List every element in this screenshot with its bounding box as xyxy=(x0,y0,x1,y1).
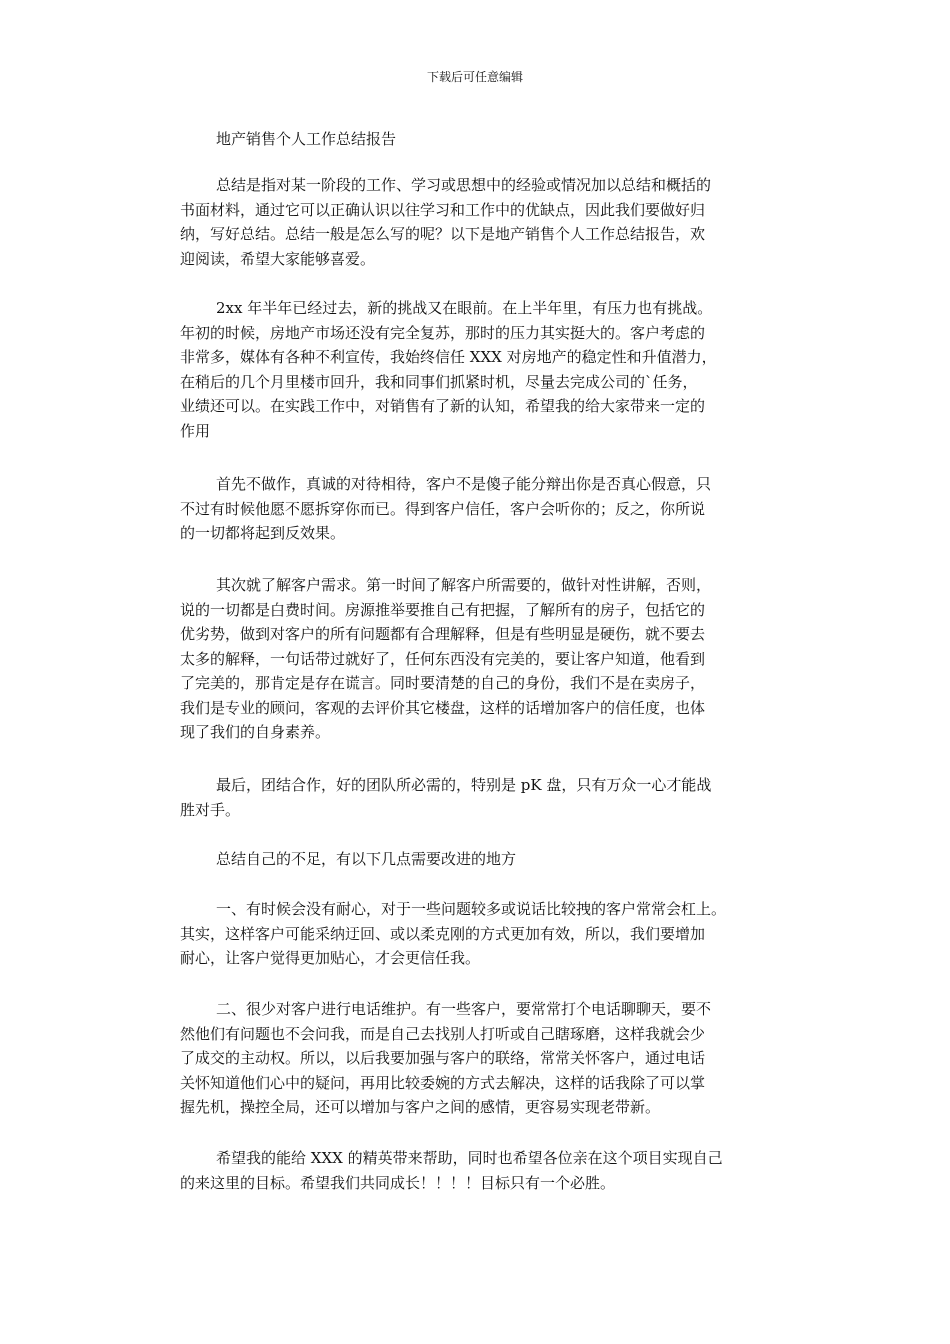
paragraph-line: 二、很少对客户进行电话维护。有一些客户，要常常打个电话聊聊天，要不 xyxy=(216,1000,712,1018)
paragraph-line: 年初的时候，房地产市场还没有完全复苏，那时的压力其实挺大的。客户考虑的 xyxy=(180,323,706,342)
paragraph-teamwork xyxy=(180,773,800,822)
paragraph-line: 首先不做作，真诚的对待相待，客户不是傻子能分辩出你是否真心假意，只 xyxy=(216,475,712,493)
paragraph-line: 最后，团结合作，好的团队所必需的，特别是 pK 盘，只有万众一心才能战 xyxy=(216,776,712,794)
paragraph-line: 了完美的，那肯定是存在谎言。同时要清楚的自己的身份，我们不是在卖房子， xyxy=(180,674,706,692)
paragraph-line: 了成交的主动权。所以，以后我要加强与客户的联络，常常关怀客户，通过电话 xyxy=(180,1049,706,1067)
paragraph-line: 现了我们的自身素养。 xyxy=(180,723,331,741)
paragraph-line: 书面材料，通过它可以正确认识以往学习和工作中的优缺点，因此我们要做好归 xyxy=(180,200,706,219)
paragraph-line: 在稍后的几个月里楼市回升，我和同事们抓紧时机，尽量去完成公司的`任务， xyxy=(180,372,698,391)
paragraph-line: 业绩还可以。在实践工作中，对销售有了新的认知，希望我的给大家带来一定的 xyxy=(180,397,706,415)
paragraph-line: 总结是指对某一阶段的工作、学习或思想中的经验或情况加以总结和概括的 xyxy=(216,176,712,194)
paragraph-line: 的一切都将起到反效果。 xyxy=(180,524,346,542)
document-title: 地产销售个人工作总结报告 xyxy=(216,130,397,148)
paragraph-line: 然他们有问题也不会问我，而是自己去找别人打听或自己瞎琢磨，这样我就会少 xyxy=(180,1024,706,1043)
paragraph-sincerity xyxy=(180,472,800,546)
paragraph-line: 耐心，让客户觉得更加贴心，才会更信任我。 xyxy=(180,949,481,967)
paragraph-line: 的来这里的目标。希望我们共同成长！！！！目标只有一个必胜。 xyxy=(180,1173,616,1192)
paragraph-half-year xyxy=(180,296,800,443)
paragraph-line: 不过有时候他愿不愿拆穿你而已。得到客户信任，客户会听你的；反之，你所说 xyxy=(180,499,706,518)
paragraph-line: 非常多，媒体有各种不利宣传，我始终信任 XXX 对房地产的稳定性和升值潜力， xyxy=(180,348,717,366)
paragraph-point-two xyxy=(180,997,800,1120)
paragraph-shortcomings-heading xyxy=(180,847,800,872)
paragraph-line: 2xx 年半年已经过去，新的挑战又在眼前。在上半年里，有压力也有挑战。 xyxy=(216,299,713,317)
paragraph-line: 胜对手。 xyxy=(180,800,241,819)
paragraph-line: 握先机，操控全局，还可以增加与客户之间的感情，更容易实现老带新。 xyxy=(180,1098,661,1116)
header-note: 下载后可任意编辑 xyxy=(426,70,523,84)
paragraph-line: 我们是专业的顾问，客观的去评价其它楼盘，这样的话增加客户的信任度，也体 xyxy=(180,698,706,717)
paragraph-line: 优劣势，做到对客户的所有问题都有合理解释，但是有些明显是硬伤，就不要去 xyxy=(180,625,706,643)
paragraph-customer-needs xyxy=(180,573,800,745)
paragraph-line: 太多的解释，一句话带过就好了，任何东西没有完美的，要让客户知道，他看到 xyxy=(180,649,706,668)
paragraph-line: 说的一切都是白费时间。房源推举要推自己有把握，了解所有的房子，包括它的 xyxy=(180,600,706,619)
paragraph-intro xyxy=(180,173,800,271)
paragraph-line: 一、有时候会没有耐心，对于一些问题较多或说话比较拽的客户常常会杠上。 xyxy=(216,900,727,918)
paragraph-line: 其次就了解客户需求。第一时间了解客户所需要的，做针对性讲解，否则， xyxy=(216,576,712,594)
paragraph-point-one xyxy=(180,897,800,971)
paragraph-line: 关怀知道他们心中的疑问，再用比较委婉的方式去解决，这样的话我除了可以掌 xyxy=(180,1073,706,1092)
paragraph-line: 希望我的能给 XXX 的精英带来帮助，同时也希望各位亲在这个项目实现自己 xyxy=(216,1149,723,1167)
paragraph-line: 作用 xyxy=(180,421,211,440)
paragraph-line: 总结自己的不足，有以下几点需要改进的地方 xyxy=(216,850,517,868)
paragraph-line: 纳，写好总结。总结一般是怎么写的呢？以下是地产销售个人工作总结报告，欢 xyxy=(180,225,706,243)
paragraph-line: 迎阅读，希望大家能够喜爱。 xyxy=(180,249,376,268)
paragraph-line: 其实，这样客户可能采纳迂回、或以柔克刚的方式更加有效，所以，我们要增加 xyxy=(180,924,706,943)
paragraph-closing xyxy=(180,1146,800,1195)
